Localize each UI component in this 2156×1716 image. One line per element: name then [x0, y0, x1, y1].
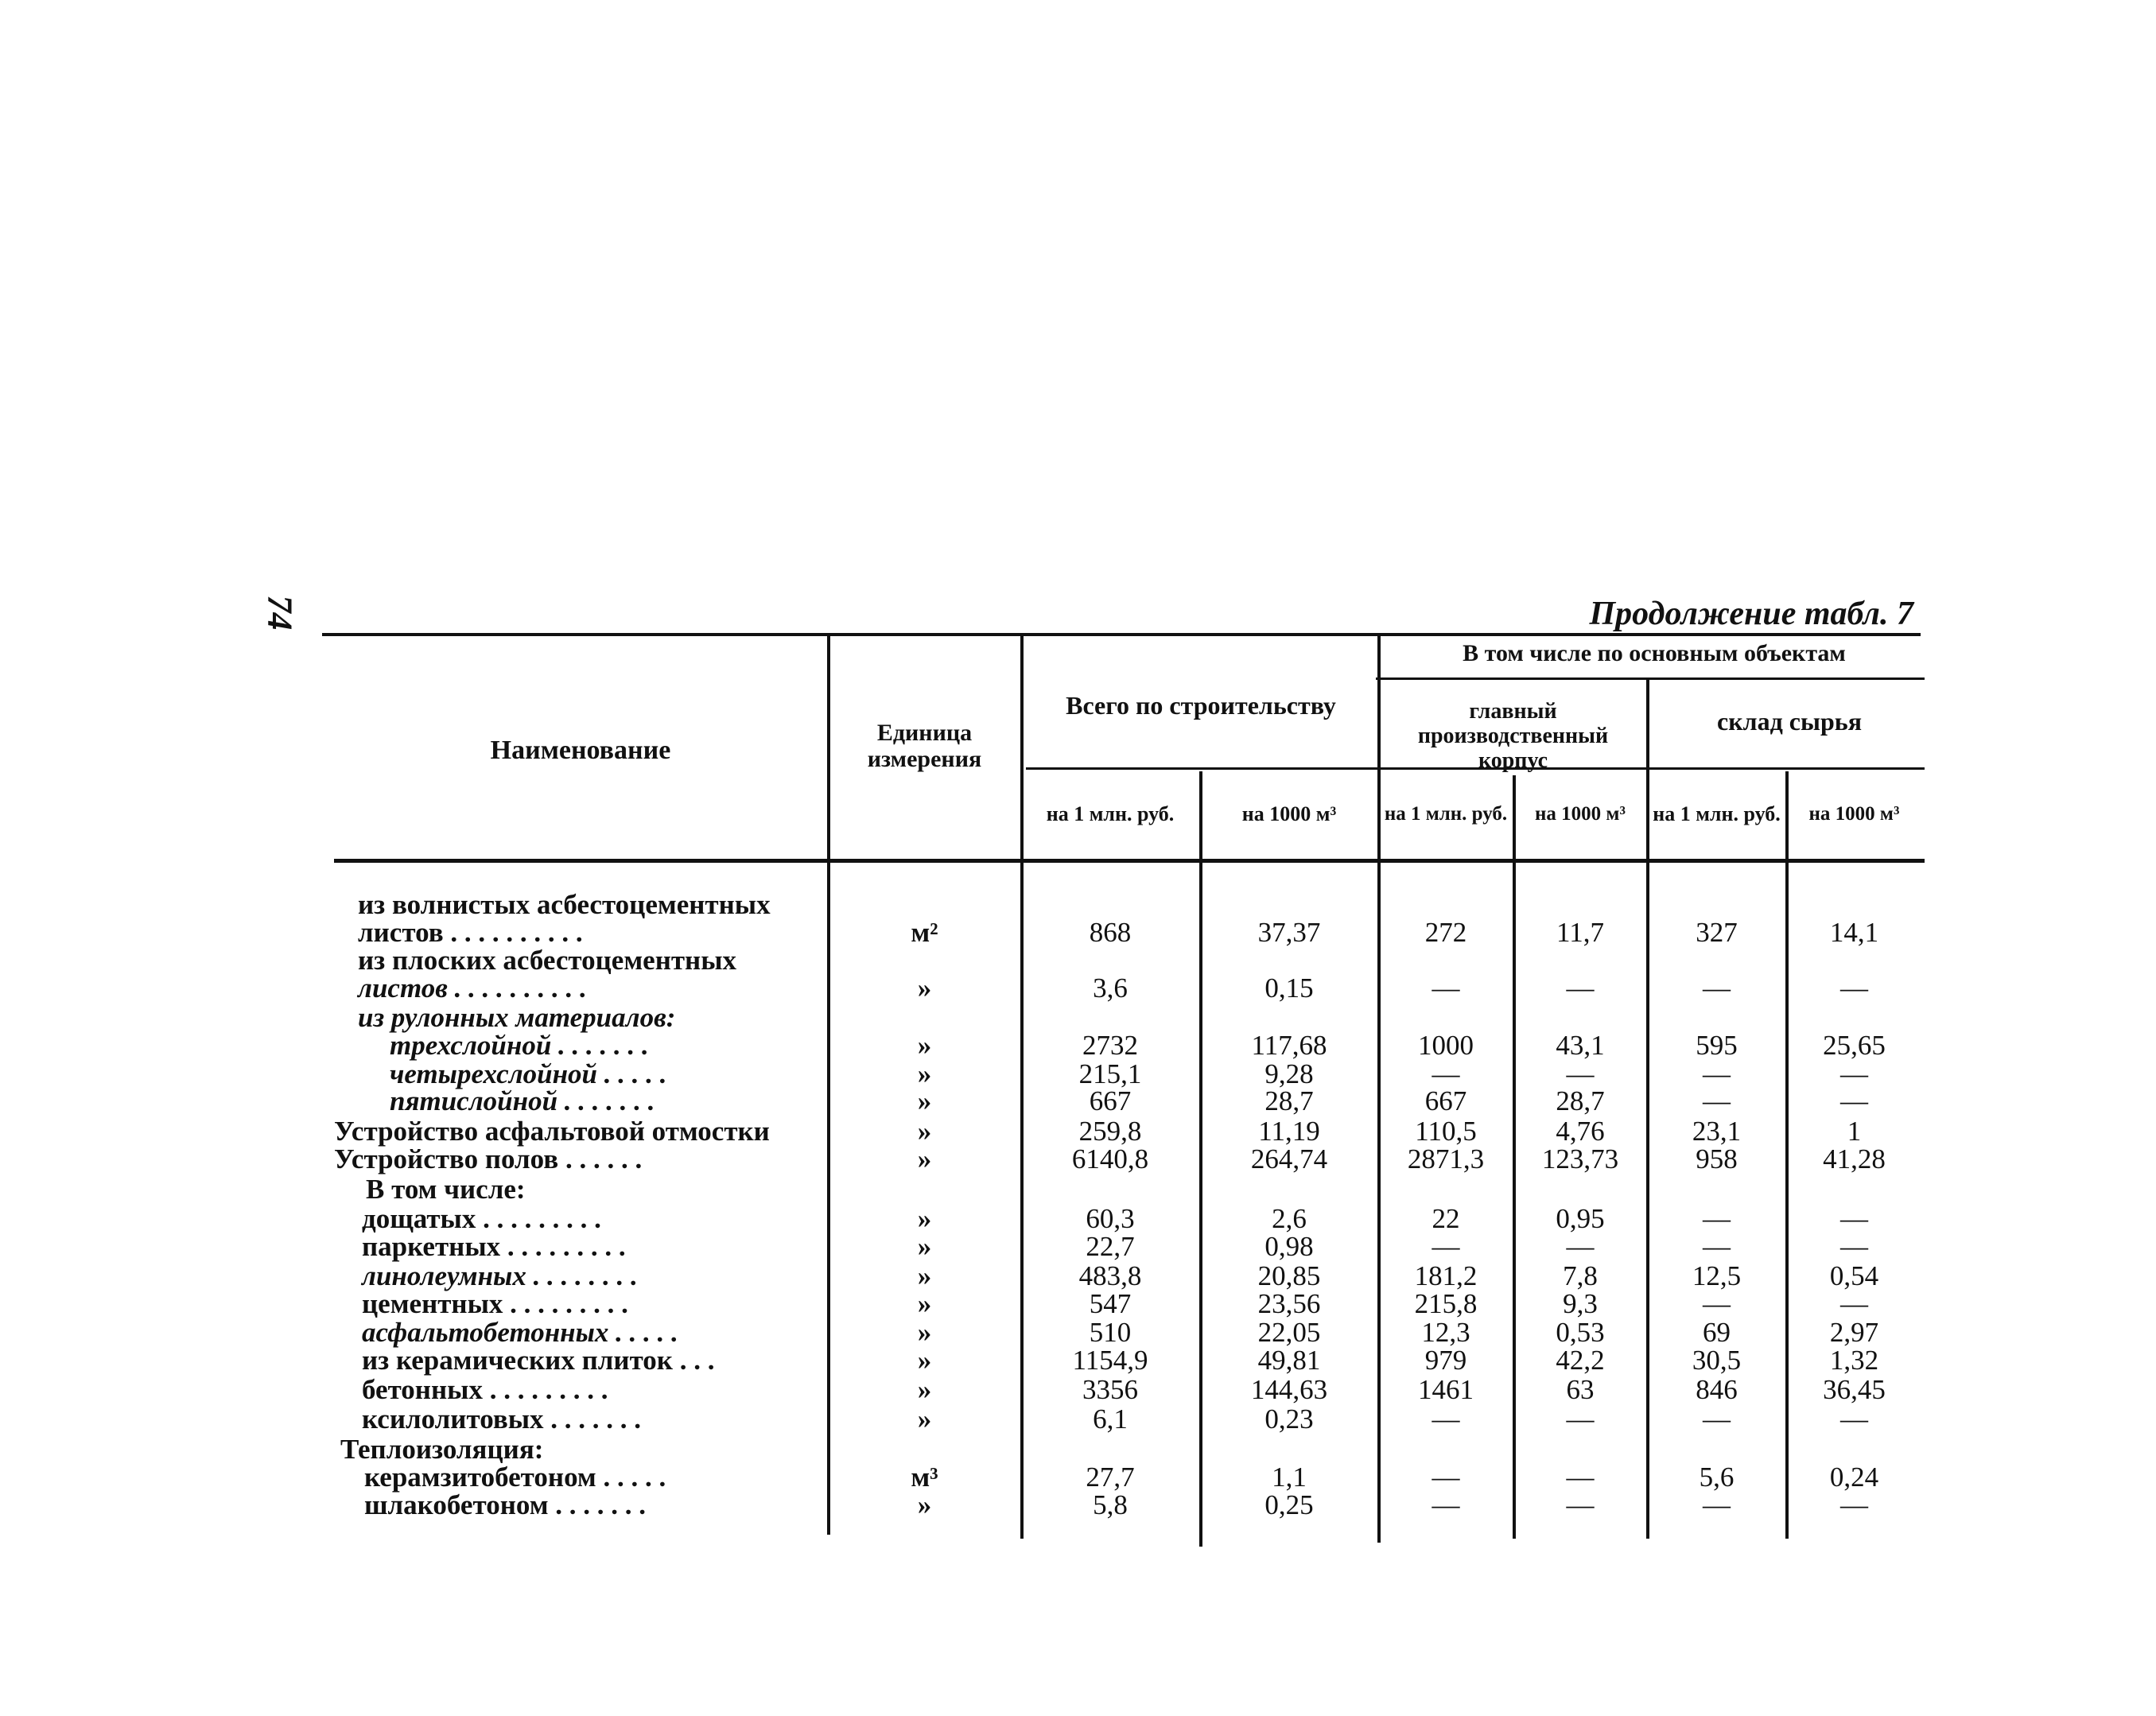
row-value: 12,3 [1421, 1317, 1470, 1348]
row-value: 0,23 [1264, 1403, 1314, 1435]
row-value: 547 [1089, 1288, 1132, 1319]
row-value [1649, 891, 1784, 919]
row-value: — [1703, 1203, 1731, 1234]
row-value [1022, 1435, 1198, 1464]
row-name: бетонных . . . . . . . . . [362, 1374, 608, 1405]
row-value [1516, 1175, 1645, 1204]
row-name: цементных . . . . . . . . . [362, 1288, 628, 1319]
row-value [1789, 1175, 1920, 1204]
row-value [1649, 946, 1784, 975]
row-name: трехслойной . . . . . . . [390, 1030, 649, 1061]
row-value: — [1840, 1085, 1868, 1116]
row-value: — [1432, 1489, 1460, 1520]
row-value: 327 [1696, 917, 1738, 948]
row-value: — [1566, 1462, 1595, 1493]
row-value: 30,5 [1692, 1345, 1742, 1376]
row-name: четырехслойной . . . . . [390, 1058, 667, 1089]
row-name: Устройство асфальтовой отмостки [334, 1116, 770, 1147]
row-value: 27,7 [1086, 1462, 1135, 1493]
row-value: 9,28 [1264, 1058, 1314, 1089]
row-value: 41,28 [1823, 1143, 1886, 1174]
row-unit: » [917, 1030, 932, 1061]
row-value [1022, 1004, 1198, 1032]
row-value: — [1703, 1058, 1731, 1089]
row-value: 5,6 [1699, 1462, 1735, 1493]
row-name: шлакобетоном . . . . . . . [364, 1489, 647, 1520]
row-value: 36,45 [1823, 1374, 1886, 1405]
row-unit: » [917, 1058, 932, 1089]
row-name: Теплоизоляция: [340, 1434, 544, 1465]
row-value [1022, 946, 1198, 975]
row-value [1789, 1435, 1920, 1464]
row-unit: » [917, 1143, 932, 1174]
row-value: — [1566, 1058, 1595, 1089]
row-unit: » [917, 1203, 932, 1234]
row-unit [831, 1004, 1018, 1032]
row-value: 0,24 [1829, 1462, 1879, 1493]
row-unit: » [917, 1345, 932, 1376]
row-value: 595 [1696, 1030, 1738, 1061]
row-value: 144,63 [1250, 1374, 1328, 1405]
row-value: 20,85 [1257, 1260, 1321, 1291]
row-unit: » [917, 1231, 932, 1262]
row-unit: » [917, 1403, 932, 1435]
row-value: 0,53 [1556, 1317, 1605, 1348]
row-value: — [1703, 1403, 1731, 1435]
header-total-per-1000: на 1000 м³ [1241, 802, 1337, 825]
row-value: 2871,3 [1407, 1143, 1485, 1174]
row-value: 264,74 [1250, 1143, 1328, 1174]
row-value: 667 [1089, 1085, 1132, 1116]
row-value [1789, 946, 1920, 975]
row-value: 272 [1424, 917, 1467, 948]
row-value: 28,7 [1556, 1085, 1605, 1116]
row-value: 63 [1566, 1374, 1595, 1405]
divider-name-unit [827, 636, 830, 1535]
row-value: 22,05 [1257, 1317, 1321, 1348]
row-name: ксилолитовых . . . . . . . [362, 1403, 642, 1435]
row-name: листов . . . . . . . . . . [358, 917, 583, 948]
header-storage-per-mln: на 1 млн. руб. [1653, 802, 1781, 825]
row-unit [831, 1175, 1018, 1204]
row-value: 14,1 [1829, 917, 1879, 948]
row-value: 110,5 [1415, 1116, 1477, 1147]
row-value: — [1840, 1288, 1868, 1319]
row-value: 259,8 [1078, 1116, 1142, 1147]
row-value [1789, 1004, 1920, 1032]
row-value: — [1566, 1403, 1595, 1435]
top-rule [322, 633, 1921, 636]
row-unit [831, 891, 1018, 919]
row-value: 958 [1696, 1143, 1738, 1174]
row-name: В том числе: [366, 1174, 526, 1205]
row-name: Устройство полов . . . . . . [334, 1143, 643, 1174]
row-unit: » [917, 1317, 932, 1348]
row-value: 69 [1703, 1317, 1731, 1348]
row-value [1022, 1175, 1198, 1204]
row-value [1381, 891, 1511, 919]
row-value [1516, 1004, 1645, 1032]
row-value: — [1840, 1489, 1868, 1520]
row-value: 3356 [1082, 1374, 1138, 1405]
row-value: 5,8 [1093, 1489, 1128, 1520]
row-value: 11,19 [1258, 1116, 1320, 1147]
row-value: 0,98 [1264, 1231, 1314, 1262]
row-value: 1000 [1418, 1030, 1474, 1061]
row-value: 3,6 [1093, 973, 1128, 1004]
row-value: 979 [1424, 1345, 1467, 1376]
row-value: — [1840, 973, 1868, 1004]
row-value: 9,3 [1563, 1288, 1598, 1319]
header-main-per-mln: на 1 млн. руб. [1384, 803, 1508, 825]
row-name: листов . . . . . . . . . . [358, 973, 587, 1004]
row-value: 25,65 [1823, 1030, 1886, 1061]
row-name: керамзитобетоном . . . . . [364, 1462, 666, 1493]
row-value: 2,97 [1829, 1317, 1879, 1348]
row-name: пятислойной . . . . . . . [390, 1085, 655, 1116]
row-value: 2732 [1082, 1030, 1138, 1061]
row-value: 49,81 [1257, 1345, 1321, 1376]
row-value [1516, 891, 1645, 919]
row-value: 117,68 [1251, 1030, 1327, 1061]
row-value: 6140,8 [1071, 1143, 1149, 1174]
row-unit: » [917, 1489, 932, 1520]
row-unit: м³ [911, 1462, 938, 1493]
row-value: 60,3 [1086, 1203, 1135, 1234]
row-value: 1 [1847, 1116, 1862, 1147]
row-value: — [1432, 973, 1460, 1004]
row-value [1789, 891, 1920, 919]
header-main-objects: В том числе по основным объектам [1463, 640, 1846, 666]
header-total-per-mln: на 1 млн. руб. [1046, 802, 1175, 825]
row-value: 846 [1696, 1374, 1738, 1405]
row-unit: м² [911, 917, 938, 948]
row-value: — [1840, 1403, 1868, 1435]
row-value: 1461 [1418, 1374, 1474, 1405]
header-name: Наименование [490, 736, 671, 765]
row-value: 11,7 [1556, 917, 1604, 948]
row-value [1516, 946, 1645, 975]
row-name: из волнистых асбестоцементных [358, 889, 771, 920]
row-value: — [1566, 1231, 1595, 1262]
row-value [1649, 1175, 1784, 1204]
row-value: 215,1 [1078, 1058, 1142, 1089]
row-value: 42,2 [1556, 1345, 1605, 1376]
row-value: 667 [1424, 1085, 1467, 1116]
row-value [1381, 1175, 1511, 1204]
row-value [1649, 1004, 1784, 1032]
row-name: асфальтобетонных . . . . . [362, 1317, 678, 1348]
row-value: 28,7 [1264, 1085, 1314, 1116]
row-value: — [1432, 1462, 1460, 1493]
row-value: — [1703, 1489, 1731, 1520]
page-number: 74 [260, 595, 300, 631]
row-value: — [1432, 1403, 1460, 1435]
row-value: 6,1 [1093, 1403, 1128, 1435]
row-unit: » [917, 1374, 932, 1405]
row-value: — [1840, 1058, 1868, 1089]
header-raw-storage: склад сырья [1717, 707, 1862, 736]
row-value: 37,37 [1257, 917, 1321, 948]
row-unit: » [917, 1288, 932, 1319]
row-value: — [1840, 1203, 1868, 1234]
row-value [1381, 1004, 1511, 1032]
row-value: 23,1 [1692, 1116, 1742, 1147]
row-value: 43,1 [1556, 1030, 1605, 1061]
row-unit: » [917, 1260, 932, 1291]
row-value: 2,6 [1272, 1203, 1307, 1234]
row-value [1202, 1175, 1376, 1204]
row-value: 123,73 [1541, 1143, 1619, 1174]
header-storage-per-1000: на 1000 м³ [1808, 803, 1900, 825]
row-unit [831, 1435, 1018, 1464]
row-value: 0,15 [1264, 973, 1314, 1004]
row-value: 181,2 [1414, 1260, 1478, 1291]
row-value [1202, 891, 1376, 919]
row-value: — [1566, 1489, 1595, 1520]
row-value: 1154,9 [1072, 1345, 1148, 1376]
row-value [1022, 891, 1198, 919]
row-value: 510 [1089, 1317, 1132, 1348]
row-unit: » [917, 1085, 932, 1116]
row-name: из рулонных материалов: [358, 1002, 676, 1033]
table-caption: Продолжение табл. 7 [1589, 596, 1913, 632]
row-name: дощатых . . . . . . . . . [362, 1203, 601, 1234]
row-name: паркетных . . . . . . . . . [362, 1231, 626, 1262]
header-total: Всего по строительству [1066, 691, 1336, 720]
row-value: 215,8 [1414, 1288, 1478, 1319]
header-unit: Единица измерения [867, 720, 982, 772]
row-value: 483,8 [1078, 1260, 1142, 1291]
row-value: 7,8 [1563, 1260, 1598, 1291]
objects-rule [1376, 677, 1925, 680]
row-name: линолеумных . . . . . . . . [362, 1260, 638, 1291]
header-main-per-1000: на 1000 м³ [1535, 803, 1626, 825]
row-value: — [1703, 1231, 1731, 1262]
row-value [1202, 1004, 1376, 1032]
row-value [1202, 946, 1376, 975]
row-value: — [1566, 973, 1595, 1004]
row-value [1516, 1435, 1645, 1464]
row-value: 0,25 [1264, 1489, 1314, 1520]
row-unit: » [917, 973, 932, 1004]
row-name: из керамических плиток . . . [362, 1345, 715, 1376]
row-value: 4,76 [1556, 1116, 1605, 1147]
row-value [1381, 1435, 1511, 1464]
row-value: 1,1 [1272, 1462, 1307, 1493]
row-value: 22 [1432, 1203, 1460, 1234]
row-value: — [1703, 1288, 1731, 1319]
row-value [1202, 1435, 1376, 1464]
header-bottom-rule [334, 859, 1925, 863]
row-value [1649, 1435, 1784, 1464]
row-value: 12,5 [1692, 1260, 1742, 1291]
row-value [1381, 946, 1511, 975]
row-value: 23,56 [1257, 1288, 1321, 1319]
row-value: 868 [1089, 917, 1132, 948]
row-value: 0,54 [1829, 1260, 1879, 1291]
row-value: — [1840, 1231, 1868, 1262]
row-value: 0,95 [1556, 1203, 1605, 1234]
row-unit: » [917, 1116, 932, 1147]
row-unit [831, 946, 1018, 975]
row-value: 1,32 [1829, 1345, 1879, 1376]
header-main-building: главный производственный корпус [1417, 699, 1609, 773]
row-value: — [1703, 973, 1731, 1004]
row-value: 22,7 [1086, 1231, 1135, 1262]
row-value: — [1703, 1085, 1731, 1116]
row-name: из плоских асбестоцементных [358, 945, 737, 976]
row-value: — [1432, 1058, 1460, 1089]
row-value: — [1432, 1231, 1460, 1262]
